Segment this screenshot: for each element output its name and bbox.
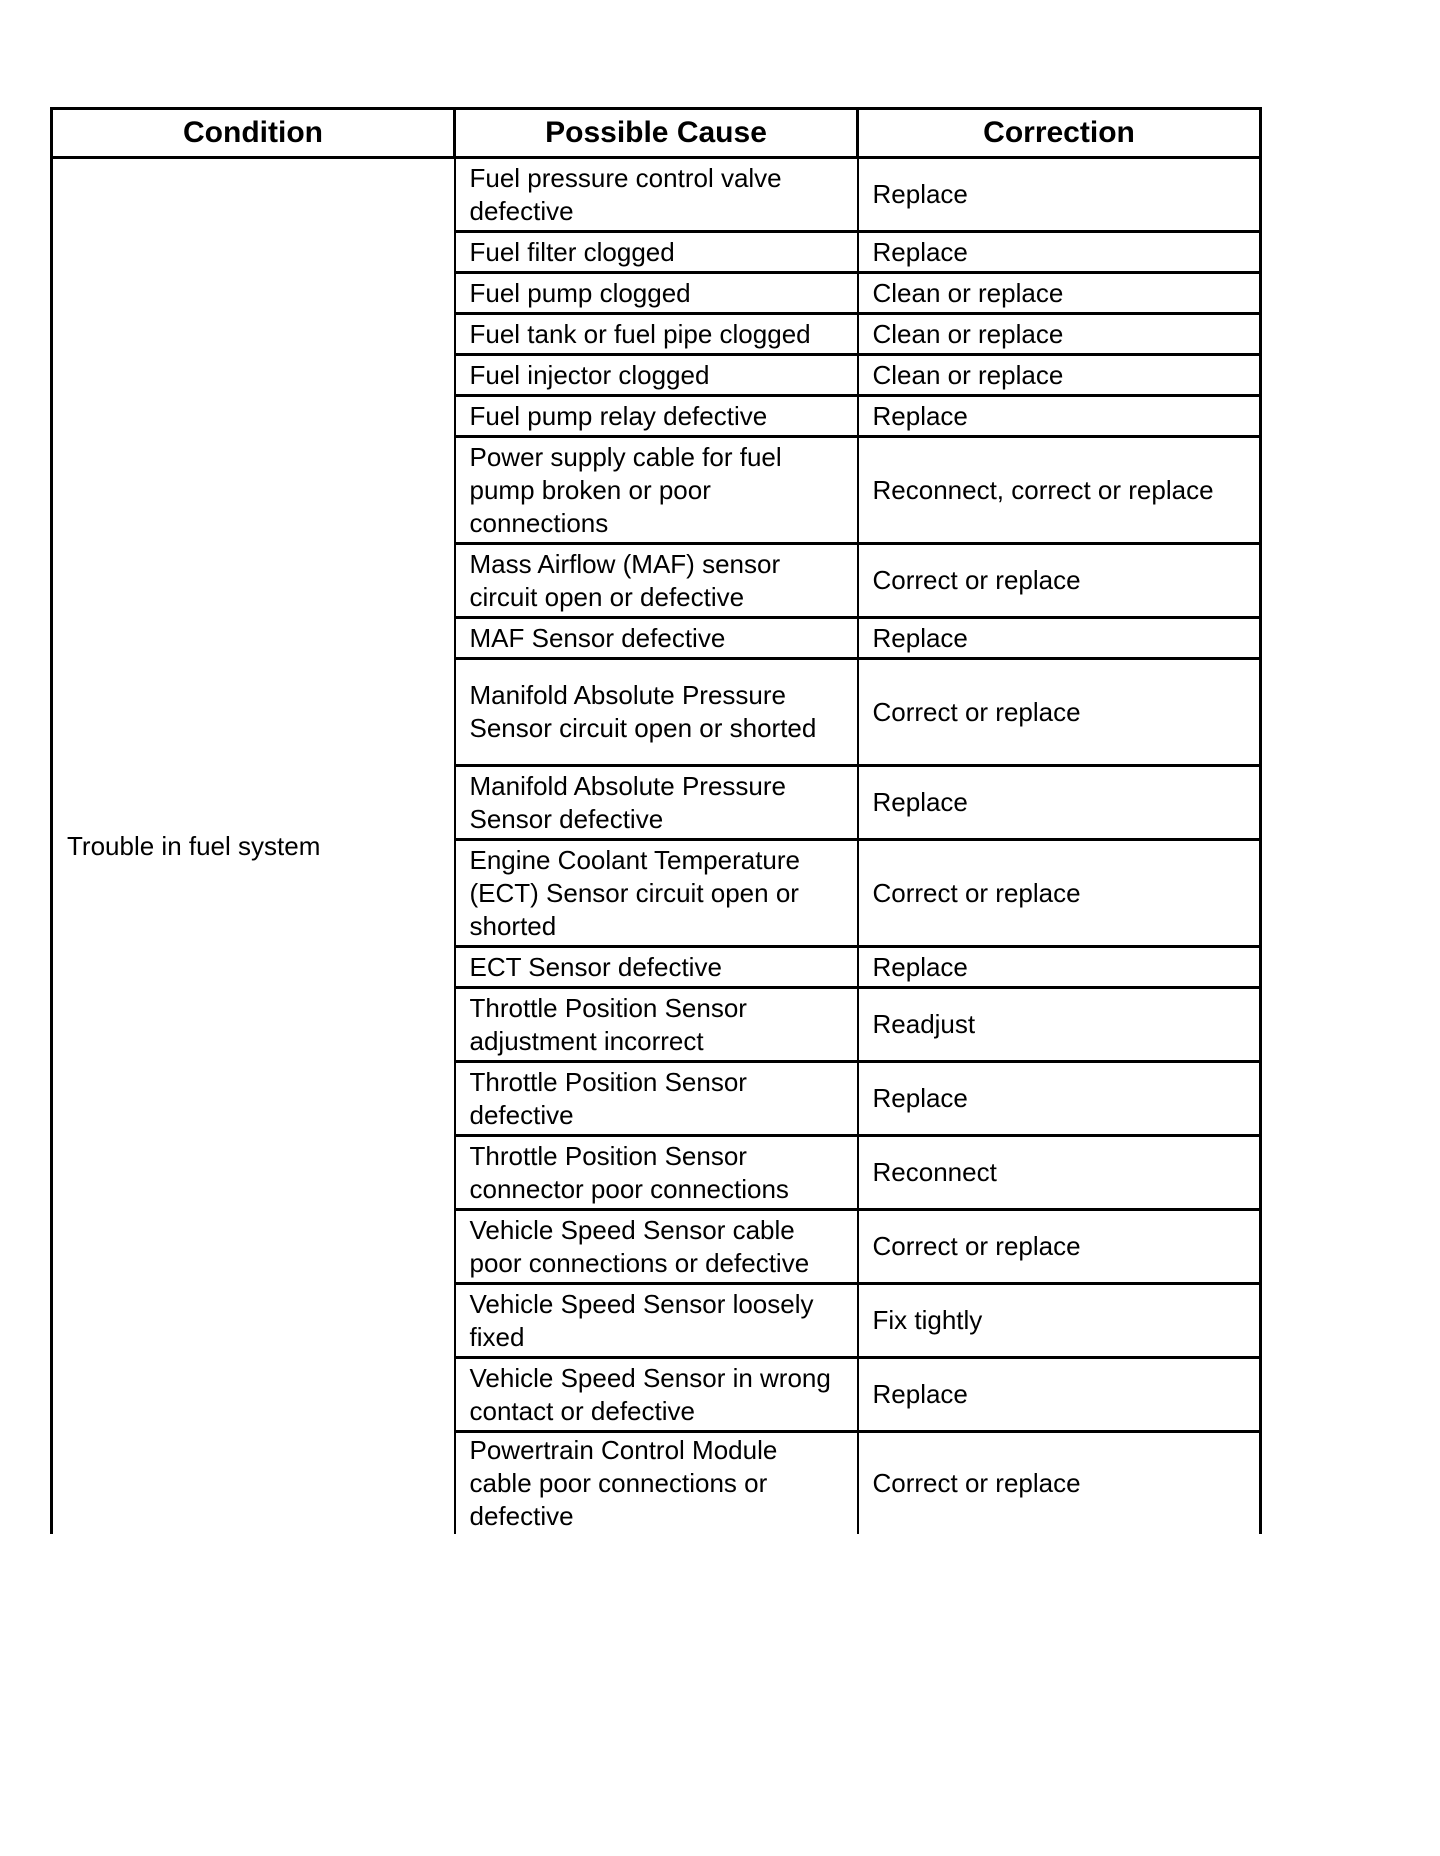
table-row	[52, 158, 1261, 232]
header-possible-cause: Possible Cause	[455, 109, 858, 158]
correction-cell: Replace	[858, 947, 1261, 988]
possible-cause-cell: Fuel pump relay defective	[455, 396, 858, 437]
troubleshooting-table	[50, 107, 1262, 1534]
possible-cause-cell: Fuel injector clogged	[455, 355, 858, 396]
correction-cell: Replace	[858, 396, 1261, 437]
correction-cell: Replace	[858, 232, 1261, 273]
correction-cell: Correct or replace	[858, 840, 1261, 947]
possible-cause-cell: Mass Airflow (MAF) sensor circuit open or defective	[455, 544, 858, 618]
correction-cell: Fix tightly	[858, 1284, 1261, 1358]
correction-cell: Reconnect	[858, 1136, 1261, 1210]
possible-cause-cell: ECT Sensor defective	[455, 947, 858, 988]
correction-cell: Correct or replace	[858, 544, 1261, 618]
correction-cell: Replace	[858, 1062, 1261, 1136]
possible-cause-cell: Fuel pump clogged	[455, 273, 858, 314]
correction-cell: Clean or replace	[858, 273, 1261, 314]
possible-cause-cell: Fuel filter clogged	[455, 232, 858, 273]
header-correction: Correction	[858, 109, 1261, 158]
correction-cell: Clean or replace	[858, 314, 1261, 355]
possible-cause-cell: Throttle Position Sensor defective	[455, 1062, 858, 1136]
possible-cause-cell: Fuel tank or fuel pipe clogged	[455, 314, 858, 355]
header-row	[52, 109, 1261, 158]
possible-cause-cell: Throttle Position Sensor connector poor connections	[455, 1136, 858, 1210]
correction-cell: Replace	[858, 766, 1261, 840]
condition-cell: Trouble in fuel system	[52, 158, 455, 1535]
possible-cause-cell: Throttle Position Sensor adjustment incorrect	[455, 988, 858, 1062]
possible-cause-cell: MAF Sensor defective	[455, 618, 858, 659]
correction-cell: Replace	[858, 1358, 1261, 1432]
possible-cause-cell: Vehicle Speed Sensor cable poor connections or defective	[455, 1210, 858, 1284]
correction-cell: Correct or replace	[858, 1432, 1261, 1535]
possible-cause-cell: Powertrain Control Module cable poor connections or defective	[455, 1432, 858, 1535]
possible-cause-cell: Vehicle Speed Sensor in wrong contact or defective	[455, 1358, 858, 1432]
possible-cause-cell: Fuel pressure control valve defective	[455, 158, 858, 232]
possible-cause-cell: Manifold Absolute Pressure Sensor circuit open or shorted	[455, 659, 858, 766]
correction-cell: Clean or replace	[858, 355, 1261, 396]
possible-cause-cell: Engine Coolant Temperature (ECT) Sensor circuit open or shorted	[455, 840, 858, 947]
correction-cell: Replace	[858, 618, 1261, 659]
possible-cause-cell: Power supply cable for fuel pump broken or poor connections	[455, 437, 858, 544]
header-condition: Condition	[52, 109, 455, 158]
correction-cell: Readjust	[858, 988, 1261, 1062]
correction-cell: Correct or replace	[858, 1210, 1261, 1284]
possible-cause-cell: Manifold Absolute Pressure Sensor defective	[455, 766, 858, 840]
correction-cell: Reconnect, correct or replace	[858, 437, 1261, 544]
possible-cause-cell: Vehicle Speed Sensor loosely fixed	[455, 1284, 858, 1358]
correction-cell: Replace	[858, 158, 1261, 232]
correction-cell: Correct or replace	[858, 659, 1261, 766]
